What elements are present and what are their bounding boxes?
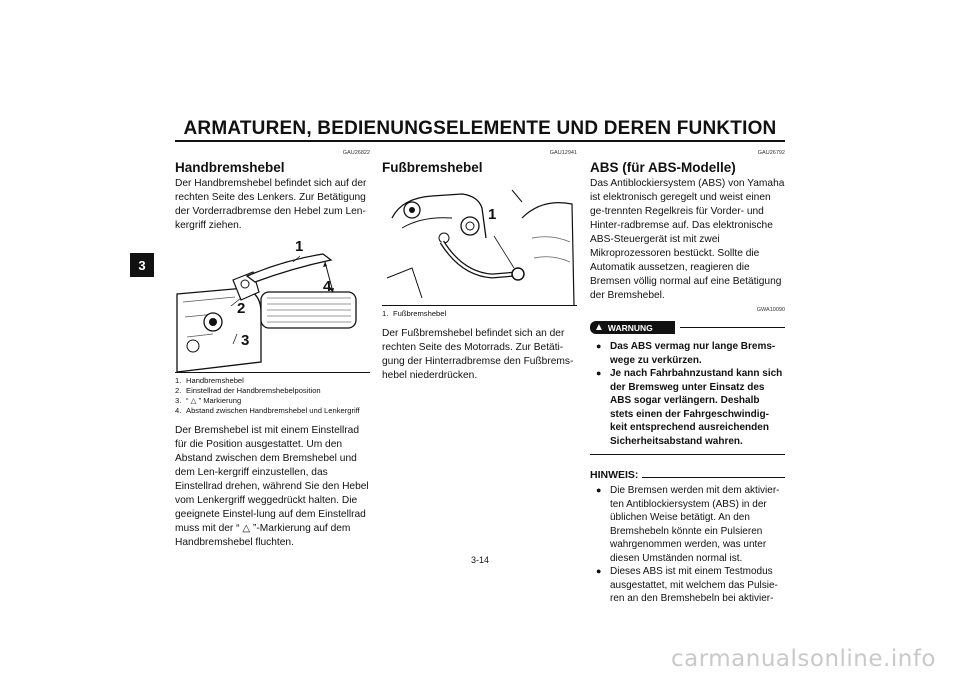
caption-item: 2. Einstellrad der Handbremshebelposition bbox=[175, 386, 321, 395]
page-number: 3-14 bbox=[470, 555, 489, 565]
figure-label-4: 4 bbox=[323, 278, 332, 295]
section-heading: ABS (für ABS-Modelle) bbox=[590, 160, 736, 175]
section-body: Der Bremshebel ist mit einem Einstellrad für die Position ausgestattet. Um den Abstand zwischen dem Bremshebel und dem Len-kergriff einzustellen, das Einstellrad drehen, während Sie den Hebel vom Lenkergriff weggedrückt halten. Die geeignete Einstel-lung auf dem Einstellrad muss mit der “ △ ”-Markierung auf dem Handbremshebel fluchten. bbox=[175, 425, 369, 548]
note-item: ● Die Bremsen werden mit dem aktivier-ten Antiblockiersystem (ABS) in der üblichen Weise betätigt. An den Bremshebeln könnte ein Pulsieren wahrgenommen werden, was unter diesen Umständen normal ist. bbox=[590, 484, 785, 565]
section-intro: Der Handbremshebel befindet sich auf der rechten Seite des Lenkers. Zur Betätigung der Vorderradbremse den Hebel zum Len-kergriff ziehen. bbox=[175, 178, 367, 231]
section-code: GAU12941 bbox=[549, 150, 577, 156]
warning-item: ● Je nach Fahrbahnzustand kann sich der Bremsweg unter Einsatz des ABS sogar verlängern. Deshalb stets einen der Fahrgeschwindig-keit entsprechend ausreichenden Sicherheitsabstand wahren. bbox=[590, 367, 785, 448]
column-handbremshebel bbox=[175, 150, 370, 550]
section-heading: Fußbremshebel bbox=[382, 160, 483, 175]
handbrake-illustration bbox=[175, 242, 370, 373]
warning-triangle-icon: ▲ bbox=[594, 322, 604, 333]
caption-item: 4. Abstand zwischen Handbremshebel und Lenkergriff bbox=[175, 406, 360, 415]
warning-list bbox=[590, 340, 785, 455]
bullet-icon: ● bbox=[596, 566, 602, 576]
page-title: ARMATUREN, BEDIENUNGSELEMENTE UND DEREN FUNKTION bbox=[183, 118, 777, 139]
footbrake-figure bbox=[382, 178, 577, 306]
caption-item: 1. Fußbremshebel bbox=[382, 309, 447, 318]
caption-item: 1. Handbremshebel bbox=[175, 376, 244, 385]
figure-label-1: 1 bbox=[295, 238, 304, 255]
section-heading: Handbremshebel bbox=[175, 160, 285, 175]
bullet-icon: ● bbox=[596, 341, 602, 351]
note-label: HINWEIS: bbox=[590, 469, 639, 481]
handbrake-figure bbox=[175, 238, 370, 373]
note-header bbox=[590, 469, 785, 481]
warning-header bbox=[590, 319, 785, 337]
figure-caption bbox=[175, 376, 370, 416]
figure-label-3: 3 bbox=[241, 332, 250, 349]
figure-caption bbox=[382, 309, 577, 319]
column-abs bbox=[590, 150, 785, 606]
bullet-icon: ● bbox=[596, 485, 602, 495]
section-code: GAU26792 bbox=[757, 150, 785, 156]
column-fussbremshebel bbox=[382, 150, 577, 383]
note-list bbox=[590, 484, 785, 606]
warning-item: ● Das ABS vermag nur lange Brems-wege zu verkürzen. bbox=[590, 340, 785, 367]
warning-rule bbox=[680, 327, 785, 328]
figure-label-2: 2 bbox=[237, 300, 246, 317]
footbrake-illustration bbox=[382, 178, 577, 306]
title-rule bbox=[175, 140, 785, 142]
warning-code: GWA10090 bbox=[756, 307, 785, 313]
figure-label-1: 1 bbox=[488, 206, 497, 223]
warning-label: WARNUNG bbox=[607, 322, 653, 333]
watermark: carmanualsonline.info bbox=[670, 646, 936, 672]
bullet-icon: ● bbox=[596, 368, 602, 378]
chapter-tab: 3 bbox=[130, 253, 154, 277]
section-intro: Das Antiblockiersystem (ABS) von Yamaha ist elektronisch geregelt und weist einen ge-trennten Regelkreis für Vorder- und Hinter-radbremse auf. Das elektronische ABS-Steuergerät ist mit zwei Mikroprozessoren bestückt. Sollte die Automatik aussetzen, reagieren die Bremsen völlig normal auf eine Betätigung der Bremshebel. bbox=[590, 178, 785, 301]
note-rule bbox=[642, 477, 785, 478]
section-code: GAU26822 bbox=[342, 150, 370, 156]
section-body: Der Fußbremshebel befindet sich an der rechten Seite des Motorrads. Zur Betäti-gung der Hinterradbremse den Fußbrems-hebel niederdrücken. bbox=[382, 328, 574, 381]
note-item: ● Dieses ABS ist mit einem Testmodus ausgestattet, mit welchem das Pulsie-ren an den Bremshebeln bei aktivier- bbox=[590, 565, 785, 606]
caption-item: 3. “ △ ” Markierung bbox=[175, 396, 242, 405]
warning-badge bbox=[590, 321, 675, 334]
